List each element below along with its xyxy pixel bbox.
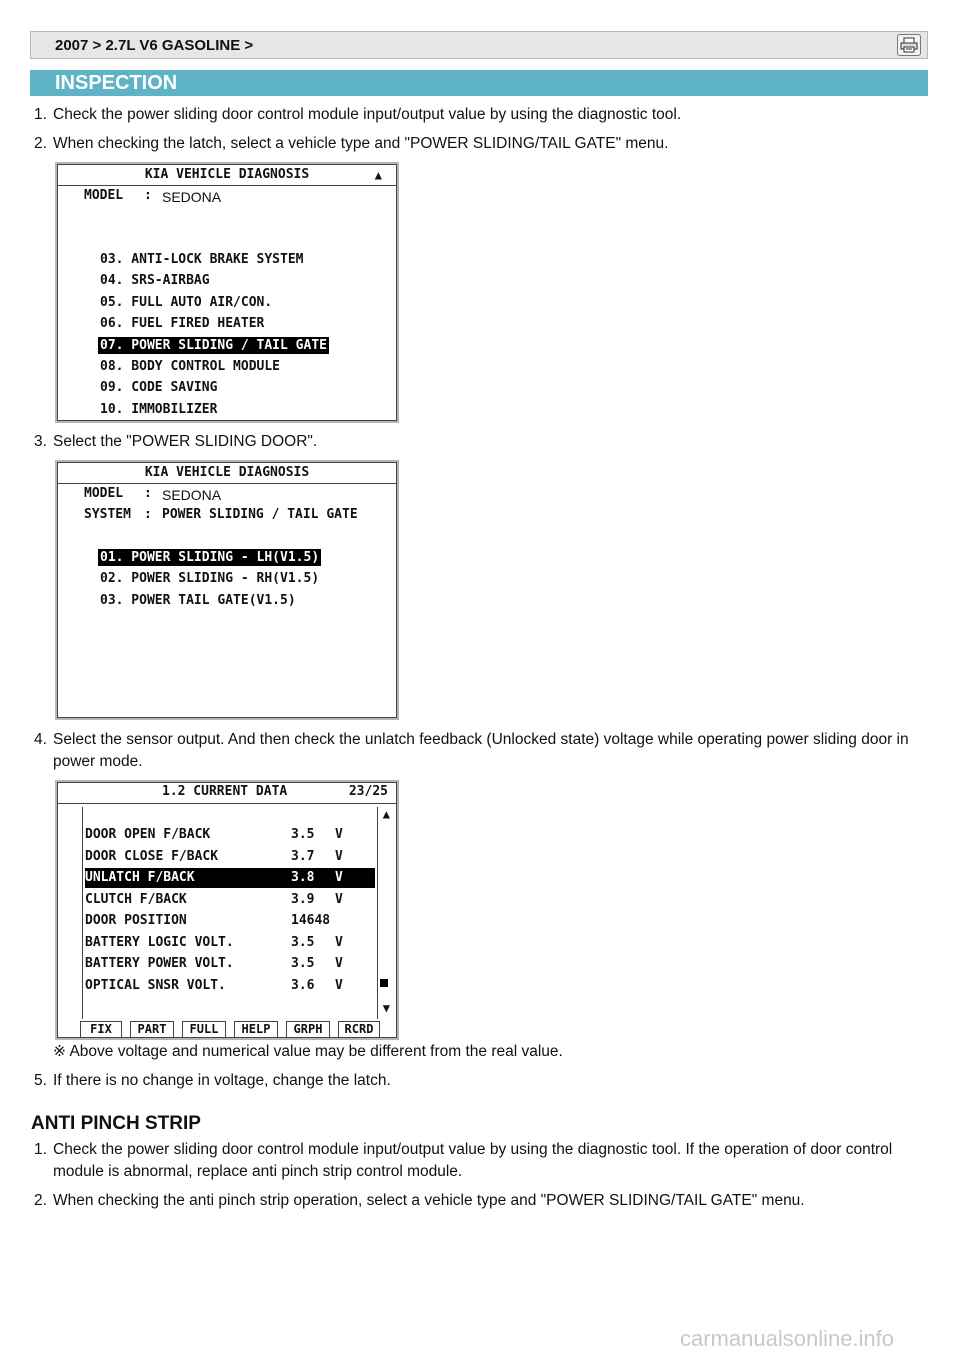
model-label: MODEL [84, 486, 124, 501]
scroll-up-icon: ▲ [374, 168, 382, 182]
data-row [85, 976, 375, 996]
diagnosis-menu-screen [55, 162, 399, 423]
data-unit: V [335, 870, 343, 885]
data-value: 3.6 [291, 978, 315, 993]
data-unit: V [335, 849, 343, 864]
menu-item-selected: 07. POWER SLIDING / TAIL GATE [100, 338, 327, 353]
data-unit: V [335, 935, 343, 950]
step-number: 3. [34, 433, 47, 450]
menu-item: 06. FUEL FIRED HEATER [100, 316, 265, 331]
step-text: Check the power sliding door control module input/output value by using the diagnostic tool. [53, 106, 682, 123]
data-name: DOOR OPEN F/BACK [85, 827, 211, 842]
step-text: When checking the latch, select a vehicle type and "POWER SLIDING/TAIL GATE" menu. [53, 135, 669, 152]
print-button[interactable] [897, 34, 921, 56]
menu-item: 03. ANTI-LOCK BRAKE SYSTEM [100, 252, 304, 267]
model-value: SEDONA [162, 487, 222, 503]
screen-header [58, 165, 396, 186]
step-number: 2. [34, 1192, 47, 1209]
current-data-screen [55, 780, 399, 1040]
screen-header [58, 463, 396, 484]
data-name: BATTERY LOGIC VOLT. [85, 935, 234, 950]
step-text: Select the sensor output. And then check the unlatch feedback (Unlocked state) voltage while operating power sliding door in power mode. [53, 731, 909, 770]
fkey-part: PART [130, 1021, 174, 1038]
data-name: UNLATCH F/BACK [85, 870, 195, 885]
menu-item: 05. FULL AUTO AIR/CON. [100, 295, 273, 310]
screen-header-text: KIA VEHICLE DIAGNOSIS [144, 167, 310, 182]
data-unit: V [335, 892, 343, 907]
data-value: 3.7 [291, 849, 315, 864]
scroll-thumb [380, 979, 388, 987]
note-text: ※ Above voltage and numerical value may be different from the real value. [53, 1043, 563, 1060]
fkey-fix: FIX [80, 1021, 122, 1038]
data-row-selected [85, 868, 375, 888]
watermark: carmanualsonline.info [680, 1326, 895, 1351]
step-text: Check the power sliding door control module input/output value by using the diagnostic tool. If the operation of door control module is abnormal, replace anti pinch strip control module. [53, 1141, 893, 1180]
menu-item: 04. SRS-AIRBAG [100, 273, 210, 288]
system-colon: : [144, 507, 152, 522]
data-unit: V [335, 978, 343, 993]
menu-item: 09. CODE SAVING [100, 380, 218, 395]
screen-frame [57, 462, 397, 718]
data-value: 3.5 [291, 827, 315, 842]
fkey-grph: GRPH [286, 1021, 330, 1038]
printer-icon [900, 37, 918, 53]
function-keys [80, 1021, 380, 1039]
system-select-screen [55, 460, 399, 720]
step-text: Select the "POWER SLIDING DOOR". [53, 433, 318, 450]
data-unit: V [335, 956, 343, 971]
breadcrumb-text: 2007 > 2.7L V6 GASOLINE > [55, 37, 254, 54]
breadcrumb [30, 31, 928, 59]
data-list [82, 807, 378, 1019]
model-colon: : [144, 486, 152, 501]
fkey-rcrd: RCRD [338, 1021, 380, 1038]
data-value: 14648 [291, 913, 331, 928]
scroll-up-icon: ▲ [382, 807, 390, 821]
fkey-help: HELP [234, 1021, 278, 1038]
screen-header [58, 783, 396, 804]
data-name: DOOR CLOSE F/BACK [85, 849, 219, 864]
data-value: 3.5 [291, 935, 315, 950]
section-title: INSPECTION [55, 72, 178, 94]
step-text: When checking the anti pinch strip operation, select a vehicle type and "POWER SLIDING/TAIL GATE" menu. [53, 1192, 805, 1209]
menu-item: 10. IMMOBILIZER [100, 402, 218, 417]
data-unit: V [335, 827, 343, 842]
system-value: POWER SLIDING / TAIL GATE [162, 507, 358, 522]
step-number: 2. [34, 135, 47, 152]
data-row [85, 911, 375, 931]
data-row [85, 825, 375, 845]
data-value: 3.9 [291, 892, 315, 907]
step-number: 4. [34, 731, 47, 748]
menu-item: 08. BODY CONTROL MODULE [100, 359, 281, 374]
section-header [30, 70, 928, 96]
system-label: SYSTEM [84, 507, 131, 522]
data-row [85, 954, 375, 974]
anti-pinch-heading: ANTI PINCH STRIP [31, 1113, 201, 1134]
data-name: CLUTCH F/BACK [85, 892, 187, 907]
data-row [85, 890, 375, 910]
step-number: 1. [34, 106, 47, 123]
screen-frame [57, 164, 397, 421]
model-label: MODEL [84, 188, 124, 203]
data-value: 3.8 [291, 870, 315, 885]
data-row [85, 847, 375, 867]
menu-item: 02. POWER SLIDING - RH(V1.5) [100, 571, 320, 586]
screen-frame [57, 782, 397, 1038]
menu-item: 03. POWER TAIL GATE(V1.5) [100, 593, 296, 608]
data-value: 3.5 [291, 956, 315, 971]
step-text: If there is no change in voltage, change the latch. [53, 1072, 391, 1089]
page-count: 23/25 [348, 784, 388, 799]
screen-header-text: KIA VEHICLE DIAGNOSIS [144, 465, 310, 480]
model-value: SEDONA [162, 189, 222, 205]
step-number: 5. [34, 1072, 47, 1089]
fkey-full: FULL [182, 1021, 226, 1038]
model-colon: : [144, 188, 152, 203]
data-row [85, 933, 375, 953]
data-name: OPTICAL SNSR VOLT. [85, 978, 226, 993]
data-name: DOOR POSITION [85, 913, 187, 928]
menu-item-selected: 01. POWER SLIDING - LH(V1.5) [100, 550, 320, 565]
scroll-down-icon: ▼ [382, 1001, 390, 1015]
current-data-title: 1.2 CURRENT DATA [162, 784, 288, 799]
data-name: BATTERY POWER VOLT. [85, 956, 234, 971]
step-number: 1. [34, 1141, 47, 1158]
